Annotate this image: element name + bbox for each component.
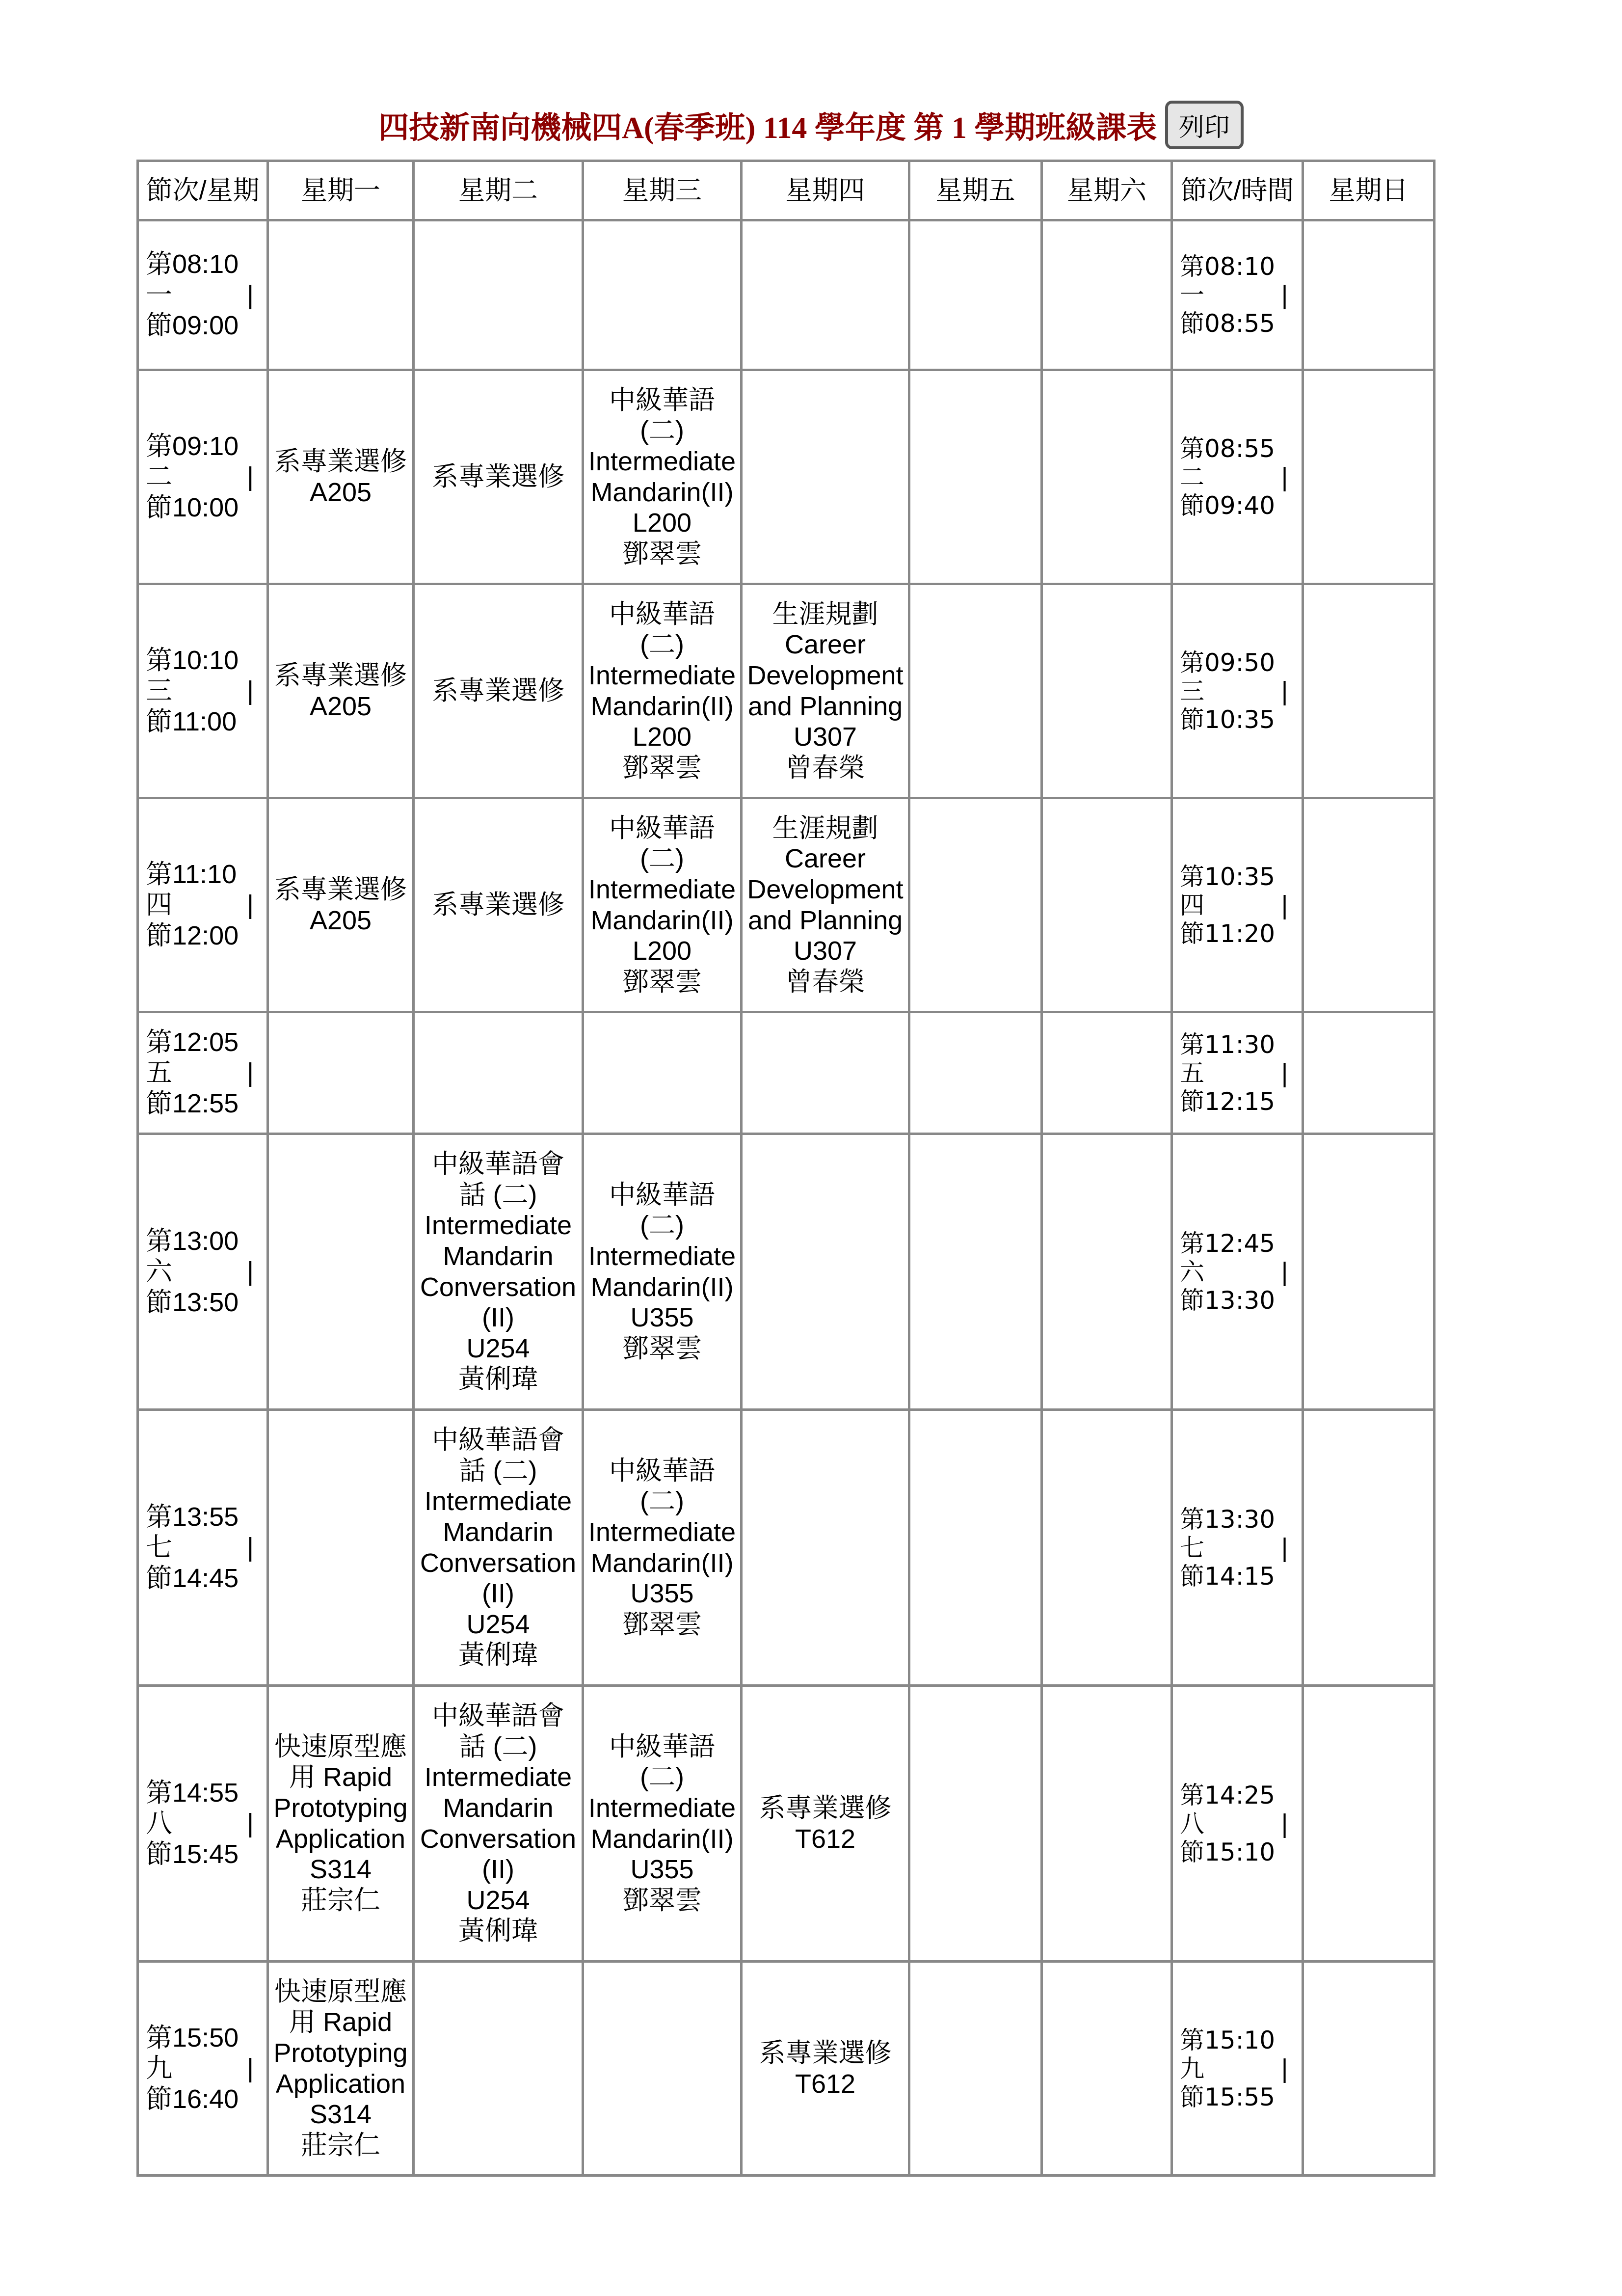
period-number-line — [146, 280, 266, 311]
course-line: and Planning — [747, 691, 903, 721]
course-line: Application — [275, 1824, 406, 1854]
course-line: 鄧翠雲 — [622, 1609, 702, 1639]
header-friday: 星期五 — [909, 161, 1042, 220]
table-row — [138, 584, 1435, 798]
period-start: 第08:10 — [1180, 252, 1276, 281]
course-line: 系專業選修 — [432, 462, 564, 492]
empty-cell-thursday — [742, 1410, 909, 1686]
period-number-line — [1180, 891, 1301, 919]
period-separator: | — [1280, 891, 1289, 919]
course-line: 中級華語 — [609, 1456, 715, 1486]
course-line: Mandarin(II) — [590, 1272, 734, 1302]
course-line: 鄧翠雲 — [622, 539, 702, 568]
course-line: Conversation — [420, 1824, 577, 1854]
period-time-cell — [1172, 1962, 1303, 2176]
period-number-line — [1180, 1534, 1301, 1562]
period-number-line — [146, 461, 266, 492]
table-row — [138, 1410, 1435, 1686]
course-cell-wednesday — [583, 1686, 742, 1962]
period-number: 四 — [146, 890, 172, 920]
course-line: 黃俐瑋 — [458, 1364, 538, 1394]
course-line: Mandarin(II) — [590, 905, 734, 935]
course-line: Mandarin — [443, 1793, 554, 1823]
course-line: (II) — [482, 1303, 514, 1333]
empty-cell-saturday — [1042, 1012, 1172, 1134]
table-row — [138, 1962, 1435, 2176]
course-cell-wednesday — [583, 370, 742, 584]
empty-cell-friday — [909, 1134, 1042, 1410]
course-line: 中級華語 — [609, 385, 715, 415]
period-number: 二 — [1180, 462, 1204, 491]
period-number: 三 — [1180, 676, 1204, 705]
period-end: 節15:55 — [1180, 2082, 1276, 2111]
empty-cell-friday — [909, 220, 1042, 370]
course-line: A205 — [309, 905, 372, 935]
course-cell-wednesday — [583, 1134, 742, 1410]
course-line: Intermediate — [588, 1517, 736, 1547]
period-separator: | — [1280, 1257, 1289, 1286]
period-number-line — [1180, 1258, 1301, 1286]
header-sunday: 星期日 — [1303, 161, 1435, 220]
course-line: Mandarin — [443, 1517, 554, 1547]
course-cell-thursday — [742, 584, 909, 798]
course-line: (二) — [640, 1762, 684, 1792]
empty-cell-friday — [909, 798, 1042, 1012]
period-start: 第14:25 — [1180, 1781, 1276, 1810]
course-line: 用 Rapid — [289, 2007, 393, 2037]
period-separator: | — [246, 1809, 254, 1838]
table-row — [138, 370, 1435, 584]
course-cell-tuesday — [414, 1686, 583, 1962]
period-number-line — [146, 1256, 266, 1287]
course-cell-monday — [268, 798, 414, 1012]
course-line: Intermediate — [588, 874, 736, 904]
period-number-line — [1180, 677, 1301, 705]
course-line: Intermediate — [424, 1486, 572, 1516]
course-line: 話 (二) — [459, 1456, 537, 1486]
period-end: 節14:45 — [146, 1563, 239, 1593]
period-end: 節14:15 — [1180, 1562, 1276, 1591]
course-line: 中級華語會 — [432, 1425, 564, 1455]
header-tuesday: 星期二 — [414, 161, 583, 220]
table-row — [138, 1012, 1435, 1134]
course-line: T612 — [795, 1824, 856, 1854]
course-cell-monday — [268, 1962, 414, 2176]
period-end: 節15:45 — [146, 1839, 239, 1869]
period-number-line — [1180, 1810, 1301, 1838]
period-time-cell — [1172, 798, 1303, 1012]
period-end: 節10:00 — [146, 492, 239, 522]
period-end: 節08:55 — [1180, 309, 1276, 338]
period-number: 七 — [146, 1533, 172, 1563]
period-start: 第15:10 — [1180, 2026, 1276, 2054]
empty-cell-saturday — [1042, 798, 1172, 1012]
course-line: 話 (二) — [459, 1180, 537, 1210]
course-line: 系專業選修 — [432, 890, 564, 920]
period-separator: | — [246, 1533, 254, 1563]
period-end: 節13:50 — [146, 1287, 239, 1317]
empty-cell-tuesday — [414, 1962, 583, 2176]
empty-cell-thursday — [742, 1012, 909, 1134]
empty-cell-friday — [909, 1410, 1042, 1686]
empty-cell-tuesday — [414, 220, 583, 370]
period-number: 九 — [1180, 2054, 1204, 2083]
period-number: 五 — [1180, 1058, 1204, 1087]
header-period-weekday: 節次/星期 — [138, 161, 268, 220]
period-separator: | — [246, 280, 254, 310]
course-line: Application — [275, 2069, 406, 2099]
period-separator: | — [246, 676, 254, 706]
course-line: 中級華語會 — [432, 1701, 564, 1730]
empty-cell-saturday — [1042, 1962, 1172, 2176]
empty-cell-monday — [268, 220, 414, 370]
course-line: 黃俐瑋 — [458, 1640, 538, 1670]
period-end: 節12:55 — [146, 1088, 239, 1118]
course-line: 中級華語 — [609, 813, 715, 843]
period-cell — [138, 370, 268, 584]
period-start: 第13:55 — [146, 1502, 239, 1532]
period-time-cell — [1172, 220, 1303, 370]
period-separator: | — [246, 2053, 254, 2083]
empty-cell-monday — [268, 1012, 414, 1134]
period-number: 三 — [146, 676, 172, 706]
period-number-line — [146, 1057, 266, 1088]
empty-cell-friday — [909, 584, 1042, 798]
header-wednesday: 星期三 — [583, 161, 742, 220]
period-separator: | — [1280, 1058, 1289, 1087]
course-line: (二) — [640, 630, 684, 660]
course-line: Mandarin(II) — [590, 691, 734, 721]
empty-cell-saturday — [1042, 1134, 1172, 1410]
period-start: 第10:35 — [1180, 862, 1276, 891]
period-end: 節11:00 — [146, 706, 237, 736]
period-cell — [138, 1962, 268, 2176]
course-line: 莊宗仁 — [301, 1885, 380, 1915]
period-cell — [138, 1686, 268, 1962]
course-line: U254 — [466, 1333, 530, 1363]
table-header-row — [138, 161, 1435, 220]
period-number: 八 — [146, 1809, 172, 1838]
course-line: 鄧翠雲 — [622, 753, 702, 783]
course-line: 鄧翠雲 — [622, 1333, 702, 1363]
course-line: 黃俐瑋 — [458, 1916, 538, 1946]
course-cell-wednesday — [583, 1410, 742, 1686]
course-line: 生涯規劃 — [772, 599, 878, 629]
period-separator: | — [1280, 676, 1289, 705]
course-line: 系專業選修 — [274, 446, 407, 476]
course-line: U355 — [630, 1579, 694, 1609]
empty-cell-thursday — [742, 1134, 909, 1410]
empty-cell-thursday — [742, 220, 909, 370]
period-number: 七 — [1180, 1533, 1204, 1562]
course-line: 生涯規劃 — [772, 813, 878, 843]
course-cell-monday — [268, 584, 414, 798]
empty-cell-wednesday — [583, 1012, 742, 1134]
period-end: 節16:40 — [146, 2084, 239, 2114]
period-start: 第15:50 — [146, 2023, 239, 2053]
course-line: S314 — [309, 2100, 372, 2130]
header-thursday: 星期四 — [742, 161, 909, 220]
course-line: Mandarin — [443, 1241, 554, 1271]
page-header — [0, 101, 1622, 149]
course-line: Prototyping — [273, 2038, 408, 2068]
period-start: 第14:55 — [146, 1778, 239, 1808]
schedule-body — [138, 220, 1435, 2176]
empty-cell-sunday — [1303, 798, 1435, 1012]
period-number: 九 — [146, 2053, 172, 2083]
course-line: S314 — [309, 1855, 372, 1885]
course-line: 中級華語 — [609, 599, 715, 629]
course-line: Intermediate — [588, 446, 736, 476]
course-line: T612 — [795, 2069, 856, 2099]
period-cell — [138, 798, 268, 1012]
empty-cell-sunday — [1303, 584, 1435, 798]
course-line: (II) — [482, 1579, 514, 1609]
period-cell — [138, 584, 268, 798]
course-line: Mandarin(II) — [590, 1548, 734, 1578]
course-line: 鄧翠雲 — [622, 967, 702, 997]
period-number-line — [1180, 463, 1301, 491]
table-row — [138, 220, 1435, 370]
empty-cell-sunday — [1303, 1012, 1435, 1134]
period-number: 五 — [146, 1058, 172, 1088]
course-line: Mandarin(II) — [590, 1824, 734, 1854]
period-separator: | — [246, 462, 254, 492]
period-cell — [138, 1012, 268, 1134]
period-start: 第11:30 — [1180, 1030, 1276, 1059]
course-line: 系專業選修 — [759, 1793, 892, 1823]
page-title: 四技新南向機械四A(春季班) 114 學年度 第 1 學期班級課表 — [378, 111, 1157, 145]
course-line: Career — [784, 844, 866, 874]
course-cell-tuesday — [414, 370, 583, 584]
period-start: 第10:10 — [146, 645, 239, 675]
period-number: 四 — [1180, 891, 1204, 919]
course-line: 中級華語會 — [432, 1149, 564, 1179]
period-number: 八 — [1180, 1809, 1204, 1838]
period-number-line — [146, 890, 266, 920]
period-number: 六 — [1180, 1257, 1204, 1286]
course-cell-wednesday — [583, 798, 742, 1012]
period-time-cell — [1172, 370, 1303, 584]
period-separator: | — [246, 1058, 254, 1088]
course-line: Intermediate — [588, 660, 736, 690]
period-separator: | — [246, 1257, 254, 1287]
period-number-line — [1180, 2054, 1301, 2083]
course-line: (二) — [640, 1211, 684, 1241]
course-line: and Planning — [747, 905, 903, 935]
empty-cell-friday — [909, 1686, 1042, 1962]
course-line: Intermediate — [588, 1793, 736, 1823]
empty-cell-sunday — [1303, 370, 1435, 584]
header-period-time: 節次/時間 — [1172, 161, 1303, 220]
empty-cell-friday — [909, 1012, 1042, 1134]
course-line: Career — [784, 630, 866, 660]
course-line: U254 — [466, 1885, 530, 1915]
course-line: Intermediate — [588, 1241, 736, 1271]
course-cell-thursday — [742, 1962, 909, 2176]
empty-cell-saturday — [1042, 1410, 1172, 1686]
course-line: Mandarin(II) — [590, 477, 734, 507]
empty-cell-wednesday — [583, 1962, 742, 2176]
empty-cell-wednesday — [583, 220, 742, 370]
course-line: 快速原型應 — [274, 1731, 407, 1761]
period-end: 節09:40 — [1180, 491, 1276, 520]
course-line: 系專業選修 — [274, 874, 407, 904]
course-line: 鄧翠雲 — [622, 1885, 702, 1915]
course-line: Development — [747, 660, 904, 690]
period-time-cell — [1172, 1410, 1303, 1686]
course-line: U307 — [793, 722, 857, 752]
period-number-line — [146, 2053, 266, 2084]
period-end: 節12:00 — [146, 920, 239, 950]
table-row — [138, 798, 1435, 1012]
period-start: 第08:55 — [1180, 434, 1276, 463]
course-line: Prototyping — [273, 1793, 408, 1823]
period-number: 一 — [1180, 281, 1204, 309]
course-line: 系專業選修 — [432, 676, 564, 706]
period-cell — [138, 1410, 268, 1686]
period-separator: | — [1280, 1533, 1289, 1562]
course-cell-tuesday — [414, 1134, 583, 1410]
period-number: 二 — [146, 462, 172, 492]
course-line: 曾春榮 — [785, 967, 865, 997]
period-separator: | — [1280, 1809, 1289, 1838]
period-start: 第08:10 — [146, 249, 239, 279]
course-line: (II) — [482, 1855, 514, 1885]
period-start: 第09:50 — [1180, 648, 1276, 677]
course-cell-monday — [268, 370, 414, 584]
course-line: U307 — [793, 936, 857, 966]
course-line: U355 — [630, 1855, 694, 1885]
header-monday: 星期一 — [268, 161, 414, 220]
period-end: 節09:00 — [146, 311, 239, 341]
empty-cell-monday — [268, 1134, 414, 1410]
course-cell-tuesday — [414, 798, 583, 1012]
course-line: 中級華語 — [609, 1731, 715, 1761]
course-line: A205 — [309, 691, 372, 721]
course-line: Conversation — [420, 1272, 577, 1302]
period-start: 第13:30 — [1180, 1505, 1276, 1534]
empty-cell-sunday — [1303, 1686, 1435, 1962]
period-cell — [138, 1134, 268, 1410]
period-start: 第12:45 — [1180, 1229, 1276, 1258]
class-schedule-table — [136, 160, 1436, 2177]
empty-cell-sunday — [1303, 1962, 1435, 2176]
period-number: 一 — [146, 280, 172, 310]
course-line: 曾春榮 — [785, 753, 865, 783]
course-cell-tuesday — [414, 584, 583, 798]
period-number-line — [146, 1532, 266, 1563]
course-line: 話 (二) — [459, 1731, 537, 1761]
course-line: 莊宗仁 — [301, 2130, 380, 2160]
course-line: U254 — [466, 1609, 530, 1639]
period-separator: | — [1280, 462, 1289, 491]
period-end: 節12:15 — [1180, 1087, 1276, 1116]
course-line: (二) — [640, 844, 684, 874]
empty-cell-tuesday — [414, 1012, 583, 1134]
course-line: Conversation — [420, 1548, 577, 1578]
course-line: 系專業選修 — [274, 660, 407, 690]
period-number-line — [1180, 281, 1301, 309]
course-line: 快速原型應 — [274, 1976, 407, 2006]
course-line: Intermediate — [424, 1762, 572, 1792]
period-end: 節13:30 — [1180, 1286, 1276, 1315]
period-time-cell — [1172, 1686, 1303, 1962]
empty-cell-saturday — [1042, 220, 1172, 370]
period-time-cell — [1172, 1012, 1303, 1134]
course-line: A205 — [309, 477, 372, 507]
empty-cell-sunday — [1303, 1134, 1435, 1410]
period-start: 第13:00 — [146, 1226, 239, 1256]
course-line: L200 — [632, 936, 692, 966]
empty-cell-saturday — [1042, 1686, 1172, 1962]
empty-cell-sunday — [1303, 220, 1435, 370]
period-time-cell — [1172, 1134, 1303, 1410]
period-separator: | — [1280, 2054, 1289, 2083]
empty-cell-sunday — [1303, 1410, 1435, 1686]
empty-cell-thursday — [742, 370, 909, 584]
header-saturday: 星期六 — [1042, 161, 1172, 220]
period-cell — [138, 220, 268, 370]
empty-cell-friday — [909, 370, 1042, 584]
period-start: 第11:10 — [146, 859, 237, 889]
course-line: L200 — [632, 722, 692, 752]
empty-cell-saturday — [1042, 584, 1172, 798]
period-number-line — [146, 675, 266, 706]
course-cell-thursday — [742, 1686, 909, 1962]
course-line: Intermediate — [424, 1211, 572, 1241]
table-row — [138, 1686, 1435, 1962]
table-row — [138, 1134, 1435, 1410]
period-start: 第12:05 — [146, 1027, 239, 1057]
course-cell-thursday — [742, 798, 909, 1012]
course-line: L200 — [632, 508, 692, 538]
period-number: 六 — [146, 1257, 172, 1287]
course-line: Development — [747, 874, 904, 904]
print-button[interactable]: 列印 — [1165, 101, 1244, 149]
course-line: U355 — [630, 1303, 694, 1333]
empty-cell-saturday — [1042, 370, 1172, 584]
course-cell-monday — [268, 1686, 414, 1962]
period-end: 節10:35 — [1180, 705, 1276, 734]
period-time-cell — [1172, 584, 1303, 798]
course-cell-tuesday — [414, 1410, 583, 1686]
empty-cell-friday — [909, 1962, 1042, 2176]
course-cell-wednesday — [583, 584, 742, 798]
course-line: 用 Rapid — [289, 1762, 393, 1792]
period-end: 節15:10 — [1180, 1837, 1276, 1866]
period-start: 第09:10 — [146, 431, 239, 461]
empty-cell-monday — [268, 1410, 414, 1686]
period-end: 節11:20 — [1180, 919, 1276, 948]
period-separator: | — [246, 890, 254, 920]
course-line: 中級華語 — [609, 1180, 715, 1210]
period-number-line — [146, 1808, 266, 1839]
course-line: (二) — [640, 1486, 684, 1516]
period-separator: | — [1280, 281, 1289, 309]
period-number-line — [1180, 1059, 1301, 1087]
course-line: 系專業選修 — [759, 2038, 892, 2068]
course-line: (二) — [640, 416, 684, 446]
